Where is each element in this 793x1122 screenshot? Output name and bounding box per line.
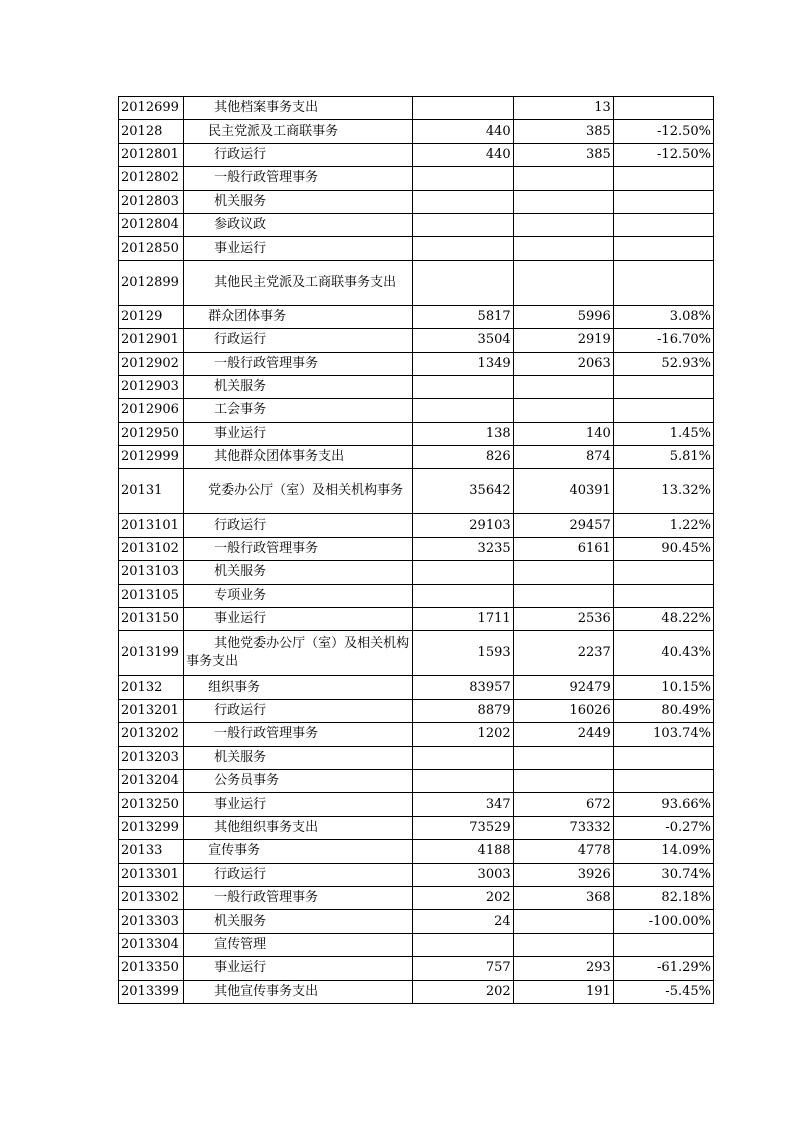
table-row [119,469,714,514]
row-name-cell: 其他组织事务支出 [184,816,413,839]
row-name-cell: 机关服务 [184,910,413,933]
row-change-pct-cell: 82.18% [613,886,713,909]
row-change-pct-cell [613,375,713,398]
row-value-curr-cell [513,584,613,607]
table-row [119,584,714,607]
row-code-cell: 2012899 [119,260,184,305]
row-change-pct-cell [613,584,713,607]
row-change-pct-cell: -16.70% [613,329,713,352]
row-value-curr-cell: 293 [513,957,613,980]
row-code-cell: 20133 [119,840,184,863]
row-value-curr-cell [513,260,613,305]
row-value-prev-cell [413,584,513,607]
row-value-prev-cell [413,190,513,213]
row-value-curr-cell [513,213,613,236]
row-value-curr-cell: 2536 [513,608,613,631]
row-name-cell: 党委办公厅（室）及相关机构事务 [184,469,413,514]
row-name-cell: 宣传事务 [184,840,413,863]
row-code-cell: 20131 [119,469,184,514]
row-name-cell: 参政议政 [184,213,413,236]
row-code-cell: 2013250 [119,793,184,816]
row-name-cell: 其他宣传事务支出 [184,980,413,1003]
row-value-curr-cell: 5996 [513,305,613,328]
row-change-pct-cell: 30.74% [613,863,713,886]
row-name-cell: 一般行政管理事务 [184,886,413,909]
table-row [119,514,714,537]
row-value-prev-cell: 3003 [413,863,513,886]
row-value-prev-cell: 35642 [413,469,513,514]
table-row [119,120,714,143]
row-value-prev-cell [413,167,513,190]
table-row [119,561,714,584]
table-row [119,213,714,236]
row-name-cell: 其他群众团体事务支出 [184,446,413,469]
row-value-prev-cell: 3504 [413,329,513,352]
row-change-pct-cell [613,190,713,213]
row-value-prev-cell: 202 [413,980,513,1003]
row-value-prev-cell [413,399,513,422]
table-row [119,537,714,560]
row-change-pct-cell: 3.08% [613,305,713,328]
row-value-prev-cell: 3235 [413,537,513,560]
budget-table [118,96,714,1004]
table-row [119,237,714,260]
table-row [119,816,714,839]
table-row [119,352,714,375]
row-value-prev-cell: 826 [413,446,513,469]
row-value-curr-cell [513,746,613,769]
row-change-pct-cell [613,167,713,190]
row-value-curr-cell: 368 [513,886,613,909]
table-row [119,933,714,956]
row-code-cell: 2013303 [119,910,184,933]
row-change-pct-cell: 93.66% [613,793,713,816]
row-value-prev-cell: 440 [413,120,513,143]
row-code-cell: 2013103 [119,561,184,584]
row-value-curr-cell: 2063 [513,352,613,375]
table-row [119,676,714,699]
budget-table-body [119,97,714,1004]
row-name-cell: 一般行政管理事务 [184,167,413,190]
row-value-prev-cell: 1349 [413,352,513,375]
row-name-cell: 其他档案事务支出 [184,97,413,120]
row-name-cell: 其他党委办公厅（室）及相关机构事务支出 [184,631,413,676]
row-code-cell: 2013301 [119,863,184,886]
row-value-prev-cell: 757 [413,957,513,980]
row-value-curr-cell: 92479 [513,676,613,699]
row-change-pct-cell: 103.74% [613,723,713,746]
row-value-prev-cell [413,237,513,260]
row-value-prev-cell: 202 [413,886,513,909]
row-code-cell: 2013399 [119,980,184,1003]
row-code-cell: 2012803 [119,190,184,213]
row-value-prev-cell: 440 [413,143,513,166]
row-change-pct-cell: -12.50% [613,120,713,143]
row-value-prev-cell [413,561,513,584]
table-row [119,190,714,213]
row-value-curr-cell: 73332 [513,816,613,839]
row-change-pct-cell: 40.43% [613,631,713,676]
row-value-prev-cell: 4188 [413,840,513,863]
row-value-curr-cell: 191 [513,980,613,1003]
table-row [119,863,714,886]
row-change-pct-cell: 1.22% [613,514,713,537]
row-name-cell: 行政运行 [184,863,413,886]
row-value-prev-cell: 5817 [413,305,513,328]
row-value-curr-cell: 40391 [513,469,613,514]
row-code-cell: 2013199 [119,631,184,676]
row-change-pct-cell: 10.15% [613,676,713,699]
row-name-cell: 工会事务 [184,399,413,422]
row-name-cell: 其他民主党派及工商联事务支出 [184,260,413,305]
row-value-prev-cell: 8879 [413,699,513,722]
row-value-prev-cell [413,97,513,120]
row-change-pct-cell: -0.27% [613,816,713,839]
row-value-prev-cell [413,375,513,398]
table-row [119,608,714,631]
table-row [119,746,714,769]
row-change-pct-cell: 14.09% [613,840,713,863]
row-name-cell: 事业运行 [184,793,413,816]
table-row [119,446,714,469]
row-value-prev-cell [413,213,513,236]
row-change-pct-cell: 80.49% [613,699,713,722]
table-row [119,375,714,398]
table-row [119,305,714,328]
row-value-prev-cell: 1711 [413,608,513,631]
row-code-cell: 2013304 [119,933,184,956]
row-value-curr-cell: 13 [513,97,613,120]
row-name-cell: 民主党派及工商联事务 [184,120,413,143]
row-name-cell: 事业运行 [184,957,413,980]
row-value-curr-cell [513,237,613,260]
table-row [119,723,714,746]
row-value-curr-cell: 140 [513,422,613,445]
row-code-cell: 2013101 [119,514,184,537]
row-change-pct-cell: 52.93% [613,352,713,375]
row-name-cell: 行政运行 [184,699,413,722]
row-change-pct-cell [613,933,713,956]
row-code-cell: 2012902 [119,352,184,375]
row-code-cell: 20129 [119,305,184,328]
row-value-curr-cell [513,769,613,792]
row-code-cell: 2013204 [119,769,184,792]
table-row [119,329,714,352]
table-row [119,167,714,190]
row-change-pct-cell [613,260,713,305]
table-row [119,143,714,166]
row-change-pct-cell [613,561,713,584]
row-change-pct-cell: -61.29% [613,957,713,980]
row-name-cell: 事业运行 [184,237,413,260]
row-value-curr-cell: 385 [513,120,613,143]
row-value-curr-cell: 16026 [513,699,613,722]
row-name-cell: 机关服务 [184,375,413,398]
table-row [119,97,714,120]
row-name-cell: 专项业务 [184,584,413,607]
row-value-curr-cell: 29457 [513,514,613,537]
row-name-cell: 事业运行 [184,422,413,445]
row-name-cell: 事业运行 [184,608,413,631]
row-value-prev-cell: 29103 [413,514,513,537]
row-value-curr-cell [513,375,613,398]
table-row [119,399,714,422]
row-name-cell: 组织事务 [184,676,413,699]
table-row [119,910,714,933]
row-code-cell: 2012804 [119,213,184,236]
row-code-cell: 2013302 [119,886,184,909]
row-name-cell: 一般行政管理事务 [184,537,413,560]
table-row [119,886,714,909]
row-name-cell: 群众团体事务 [184,305,413,328]
row-value-curr-cell: 672 [513,793,613,816]
row-code-cell: 2012903 [119,375,184,398]
row-code-cell: 2013150 [119,608,184,631]
row-value-prev-cell: 24 [413,910,513,933]
row-value-prev-cell: 1202 [413,723,513,746]
row-change-pct-cell: 13.32% [613,469,713,514]
row-name-cell: 行政运行 [184,329,413,352]
row-value-curr-cell [513,167,613,190]
row-name-cell: 一般行政管理事务 [184,723,413,746]
row-code-cell: 2013350 [119,957,184,980]
row-value-prev-cell: 1593 [413,631,513,676]
row-code-cell: 2013105 [119,584,184,607]
row-value-prev-cell [413,260,513,305]
table-row [119,769,714,792]
row-change-pct-cell [613,399,713,422]
row-code-cell: 2012801 [119,143,184,166]
table-row [119,699,714,722]
row-code-cell: 2012901 [119,329,184,352]
row-value-curr-cell [513,190,613,213]
row-name-cell: 机关服务 [184,746,413,769]
row-value-curr-cell [513,561,613,584]
row-name-cell: 行政运行 [184,514,413,537]
row-value-curr-cell: 2237 [513,631,613,676]
row-code-cell: 2012802 [119,167,184,190]
row-value-curr-cell: 874 [513,446,613,469]
row-code-cell: 2012950 [119,422,184,445]
row-value-curr-cell: 3926 [513,863,613,886]
table-row [119,980,714,1003]
row-name-cell: 机关服务 [184,561,413,584]
row-change-pct-cell [613,237,713,260]
row-name-cell: 宣传管理 [184,933,413,956]
row-name-cell: 行政运行 [184,143,413,166]
row-change-pct-cell [613,769,713,792]
row-code-cell: 2012906 [119,399,184,422]
row-code-cell: 2013201 [119,699,184,722]
row-value-curr-cell: 2919 [513,329,613,352]
row-value-prev-cell [413,933,513,956]
row-change-pct-cell: 1.45% [613,422,713,445]
row-change-pct-cell [613,746,713,769]
row-name-cell: 机关服务 [184,190,413,213]
table-row [119,957,714,980]
row-change-pct-cell: 5.81% [613,446,713,469]
row-value-prev-cell: 347 [413,793,513,816]
row-change-pct-cell: 48.22% [613,608,713,631]
row-value-curr-cell: 4778 [513,840,613,863]
row-code-cell: 2012699 [119,97,184,120]
table-row [119,793,714,816]
row-change-pct-cell: 90.45% [613,537,713,560]
row-code-cell: 20128 [119,120,184,143]
row-value-prev-cell: 83957 [413,676,513,699]
row-value-prev-cell: 138 [413,422,513,445]
row-change-pct-cell [613,97,713,120]
row-code-cell: 20132 [119,676,184,699]
row-value-curr-cell: 2449 [513,723,613,746]
row-value-curr-cell [513,910,613,933]
table-row [119,631,714,676]
row-name-cell: 一般行政管理事务 [184,352,413,375]
table-row [119,422,714,445]
row-change-pct-cell [613,213,713,236]
row-value-curr-cell [513,933,613,956]
row-change-pct-cell: -100.00% [613,910,713,933]
row-value-prev-cell [413,746,513,769]
row-code-cell: 2013299 [119,816,184,839]
row-value-curr-cell: 6161 [513,537,613,560]
row-value-prev-cell [413,769,513,792]
row-value-prev-cell: 73529 [413,816,513,839]
table-row [119,260,714,305]
table-row [119,840,714,863]
row-change-pct-cell: -5.45% [613,980,713,1003]
row-name-cell: 公务员事务 [184,769,413,792]
row-value-curr-cell [513,399,613,422]
row-code-cell: 2012999 [119,446,184,469]
row-change-pct-cell: -12.50% [613,143,713,166]
row-value-curr-cell: 385 [513,143,613,166]
row-code-cell: 2013203 [119,746,184,769]
row-code-cell: 2013102 [119,537,184,560]
row-code-cell: 2013202 [119,723,184,746]
row-code-cell: 2012850 [119,237,184,260]
